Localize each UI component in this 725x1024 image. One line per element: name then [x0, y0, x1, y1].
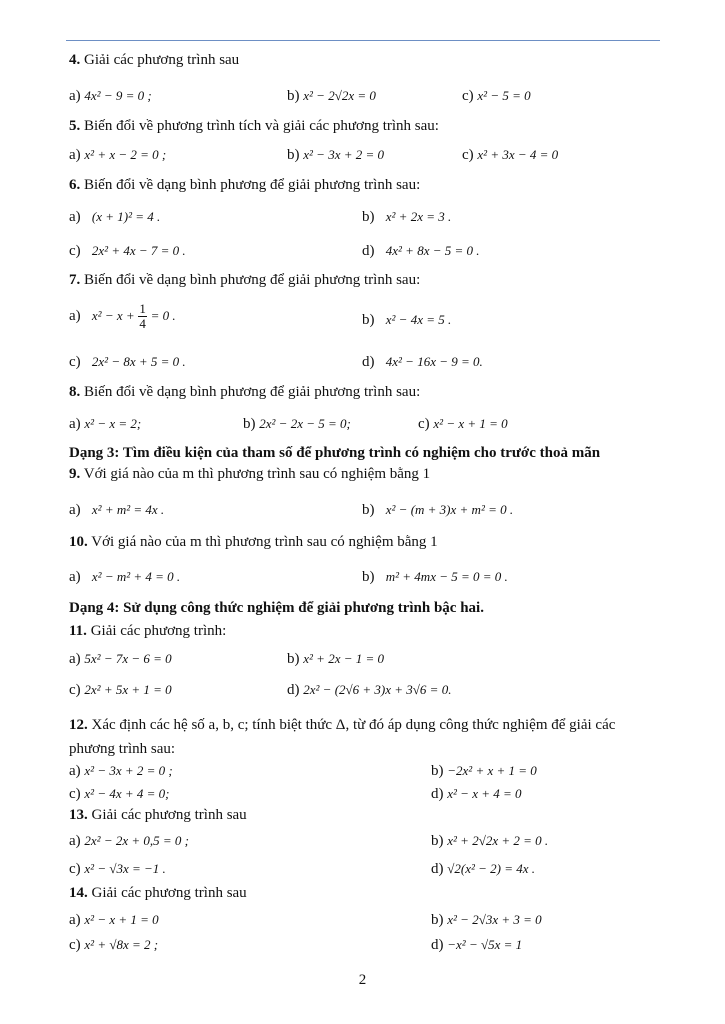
exercise-text: Biến đổi về dạng bình phương để giải phương trình sau:	[84, 177, 421, 193]
exercise-text: Với giá nào của m thì phương trình sau có nghiệm bằng 1	[83, 466, 431, 482]
ex7-c	[69, 353, 186, 371]
equation: x² + x − 2 = 0 ;	[84, 147, 167, 162]
item-label: a)	[69, 308, 81, 324]
exercise-12-title-cont: phương trình sau:	[69, 741, 176, 757]
equation: x² + 2x = 3 .	[385, 209, 452, 224]
item-label: b)	[362, 502, 375, 518]
page-number: 2	[358, 972, 367, 988]
exercise-text: Giải các phương trình:	[90, 623, 227, 639]
equation: x² + 3x − 4 = 0	[477, 147, 559, 162]
equation: x² − 2√3x + 3 = 0	[447, 912, 542, 927]
exercise-number: 11.	[69, 623, 87, 639]
item-label: a)	[69, 912, 81, 928]
exercise-text: Biến đổi về dạng bình phương để giải phương trình sau:	[84, 384, 421, 400]
ex10-a	[69, 568, 180, 586]
ex11-c	[69, 681, 172, 699]
exercise-number: 4.	[69, 52, 81, 68]
item-label: b)	[362, 312, 375, 328]
ex13-a	[69, 832, 189, 850]
item-label: d)	[431, 861, 444, 877]
ex12-a	[69, 762, 173, 780]
exercise-text: Giải các phương trình sau	[84, 52, 240, 68]
item-label: c)	[69, 682, 81, 698]
item-label: c)	[69, 786, 81, 802]
item-label: b)	[431, 833, 444, 849]
ex6-d	[362, 242, 480, 260]
ex4-a	[69, 87, 152, 105]
item-label: a)	[69, 569, 81, 585]
equation: m² + 4mx − 5 = 0 = 0 .	[385, 569, 508, 584]
equation: −x² − √5x = 1	[447, 937, 523, 952]
item-label: d)	[431, 937, 444, 953]
header-rule	[66, 40, 660, 41]
ex13-d	[431, 860, 535, 878]
equation: 4x² − 9 = 0 ;	[84, 88, 152, 103]
exercise-8-title	[69, 383, 420, 401]
ex14-b	[431, 911, 542, 929]
ex13-c	[69, 860, 166, 878]
item-label: b)	[287, 88, 300, 104]
section-heading-dang-4: Dạng 4: Sử dụng công thức nghiệm để giải phương trình bậc hai.	[69, 600, 484, 616]
equation: −2x² + x + 1 = 0	[447, 763, 537, 778]
equation: x² − x + 1 = 0	[84, 912, 159, 927]
ex4-b	[287, 87, 376, 105]
item-label: a)	[69, 147, 81, 163]
ex14-a	[69, 911, 159, 929]
exercise-4-title	[69, 51, 239, 69]
equation: 2x² + 4x − 7 = 0 .	[91, 243, 186, 258]
exercise-number: 7.	[69, 272, 81, 288]
item-label: a)	[69, 209, 81, 225]
exercise-text: Với giá nào của m thì phương trình sau có nghiệm bằng 1	[91, 534, 438, 550]
fraction-numerator: 1	[139, 301, 146, 317]
item-label: d)	[362, 354, 375, 370]
ex9-a	[69, 501, 164, 519]
equation: 2x² + 5x + 1 = 0	[84, 682, 172, 697]
item-label: a)	[69, 651, 81, 667]
ex6-b	[362, 208, 451, 226]
item-label: b)	[287, 651, 300, 667]
equation: 2x² − 2x − 5 = 0;	[259, 416, 351, 431]
exercise-number: 5.	[69, 118, 81, 134]
ex8-c	[418, 415, 508, 433]
item-label: b)	[287, 147, 300, 163]
item-label: c)	[418, 416, 430, 432]
exercise-text: Xác định các hệ số a, b, c; tính biệt thức Δ, từ đó áp dụng công thức nghiệm để giải các	[91, 717, 616, 733]
ex7-a	[69, 300, 176, 332]
equation: x² − 2√2x = 0	[303, 88, 376, 103]
item-label: b)	[431, 763, 444, 779]
ex7-b	[362, 311, 451, 329]
exercise-12-title	[69, 716, 615, 734]
equation: x² − √3x = −1 .	[84, 861, 166, 876]
exercise-7-title	[69, 271, 420, 289]
exercise-11-title	[69, 622, 226, 640]
equation: x² − x = 2;	[84, 416, 142, 431]
item-label: b)	[362, 569, 375, 585]
equation: 4x² + 8x − 5 = 0 .	[385, 243, 480, 258]
equation: x² − 3x + 2 = 0 ;	[84, 763, 173, 778]
exercise-number: 14.	[69, 885, 88, 901]
equation: (x + 1)² = 4 .	[91, 209, 161, 224]
exercise-14-title	[69, 884, 247, 902]
item-label: a)	[69, 763, 81, 779]
exercise-number: 6.	[69, 177, 81, 193]
item-label: a)	[69, 833, 81, 849]
item-label: c)	[69, 243, 81, 259]
item-label: c)	[462, 88, 474, 104]
equation: x² − x + 4 = 0	[447, 786, 522, 801]
item-label: c)	[69, 861, 81, 877]
section-heading-dang-3: Dạng 3: Tìm điều kiện của tham số để phương trình có nghiệm cho trước thoả mãn	[69, 445, 601, 461]
equation: 2x² − (2√6 + 3)x + 3√6 = 0.	[303, 682, 452, 697]
ex11-d	[287, 681, 451, 699]
ex14-d	[431, 936, 522, 954]
fraction-one-quarter	[138, 302, 147, 331]
equation: 2x² − 8x + 5 = 0 .	[91, 354, 186, 369]
equation: x² + m² = 4x .	[91, 502, 165, 517]
equation: 2x² − 2x + 0,5 = 0 ;	[84, 833, 189, 848]
exercise-6-title	[69, 176, 420, 194]
exercise-9-title	[69, 465, 430, 483]
equation: x² − x + 1 = 0	[433, 416, 508, 431]
item-label: c)	[69, 354, 81, 370]
item-label: d)	[287, 682, 300, 698]
equation: 4x² − 16x − 9 = 0.	[385, 354, 483, 369]
ex4-c	[462, 87, 531, 105]
item-label: c)	[69, 937, 81, 953]
equation: x² − 3x + 2 = 0	[303, 147, 385, 162]
equation: x² − m² + 4 = 0 .	[91, 569, 181, 584]
equation: x² − 5 = 0	[477, 88, 531, 103]
exercise-number: 10.	[69, 534, 88, 550]
exercise-number: 13.	[69, 807, 88, 823]
ex6-a	[69, 208, 160, 226]
equation: x² + 2√2x + 2 = 0 .	[447, 833, 549, 848]
ex9-b	[362, 501, 513, 519]
ex10-b	[362, 568, 508, 586]
item-label: d)	[362, 243, 375, 259]
item-label: b)	[362, 209, 375, 225]
equation: x² + √8x = 2 ;	[84, 937, 159, 952]
ex6-c	[69, 242, 186, 260]
exercise-number: 8.	[69, 384, 81, 400]
item-label: c)	[462, 147, 474, 163]
ex7-d	[362, 353, 483, 371]
item-label: a)	[69, 416, 81, 432]
equation: x² − x +	[91, 308, 135, 323]
ex12-c	[69, 785, 170, 803]
item-label: a)	[69, 88, 81, 104]
ex12-d	[431, 785, 522, 803]
ex14-c	[69, 936, 158, 954]
exercise-text: Giải các phương trình sau	[91, 885, 247, 901]
equation: = 0 .	[150, 308, 176, 323]
equation: x² − (m + 3)x + m² = 0 .	[385, 502, 514, 517]
exercise-5-title	[69, 117, 439, 135]
ex8-a	[69, 415, 141, 433]
equation: √2(x² − 2) = 4x .	[447, 861, 536, 876]
ex5-c	[462, 146, 558, 164]
equation: x² − 4x + 4 = 0;	[84, 786, 170, 801]
ex13-b	[431, 832, 548, 850]
equation: x² + 2x − 1 = 0	[303, 651, 385, 666]
item-label: b)	[243, 416, 256, 432]
equation: x² − 4x = 5 .	[385, 312, 452, 327]
exercise-number: 9.	[69, 466, 81, 482]
ex5-a	[69, 146, 166, 164]
exercise-text: Biến đổi về phương trình tích và giải các phương trình sau:	[84, 118, 439, 134]
ex11-a	[69, 650, 172, 668]
ex8-b	[243, 415, 351, 433]
item-label: d)	[431, 786, 444, 802]
item-label: b)	[431, 912, 444, 928]
fraction-denominator: 4	[139, 316, 146, 332]
exercise-text: Giải các phương trình sau	[91, 807, 247, 823]
item-label: a)	[69, 502, 81, 518]
exercise-10-title	[69, 533, 438, 551]
exercise-13-title	[69, 806, 247, 824]
ex12-b	[431, 762, 537, 780]
exercise-text: Biến đổi về dạng bình phương để giải phương trình sau:	[84, 272, 421, 288]
ex5-b	[287, 146, 384, 164]
exercise-number: 12.	[69, 717, 88, 733]
ex11-b	[287, 650, 384, 668]
equation: 5x² − 7x − 6 = 0	[84, 651, 172, 666]
